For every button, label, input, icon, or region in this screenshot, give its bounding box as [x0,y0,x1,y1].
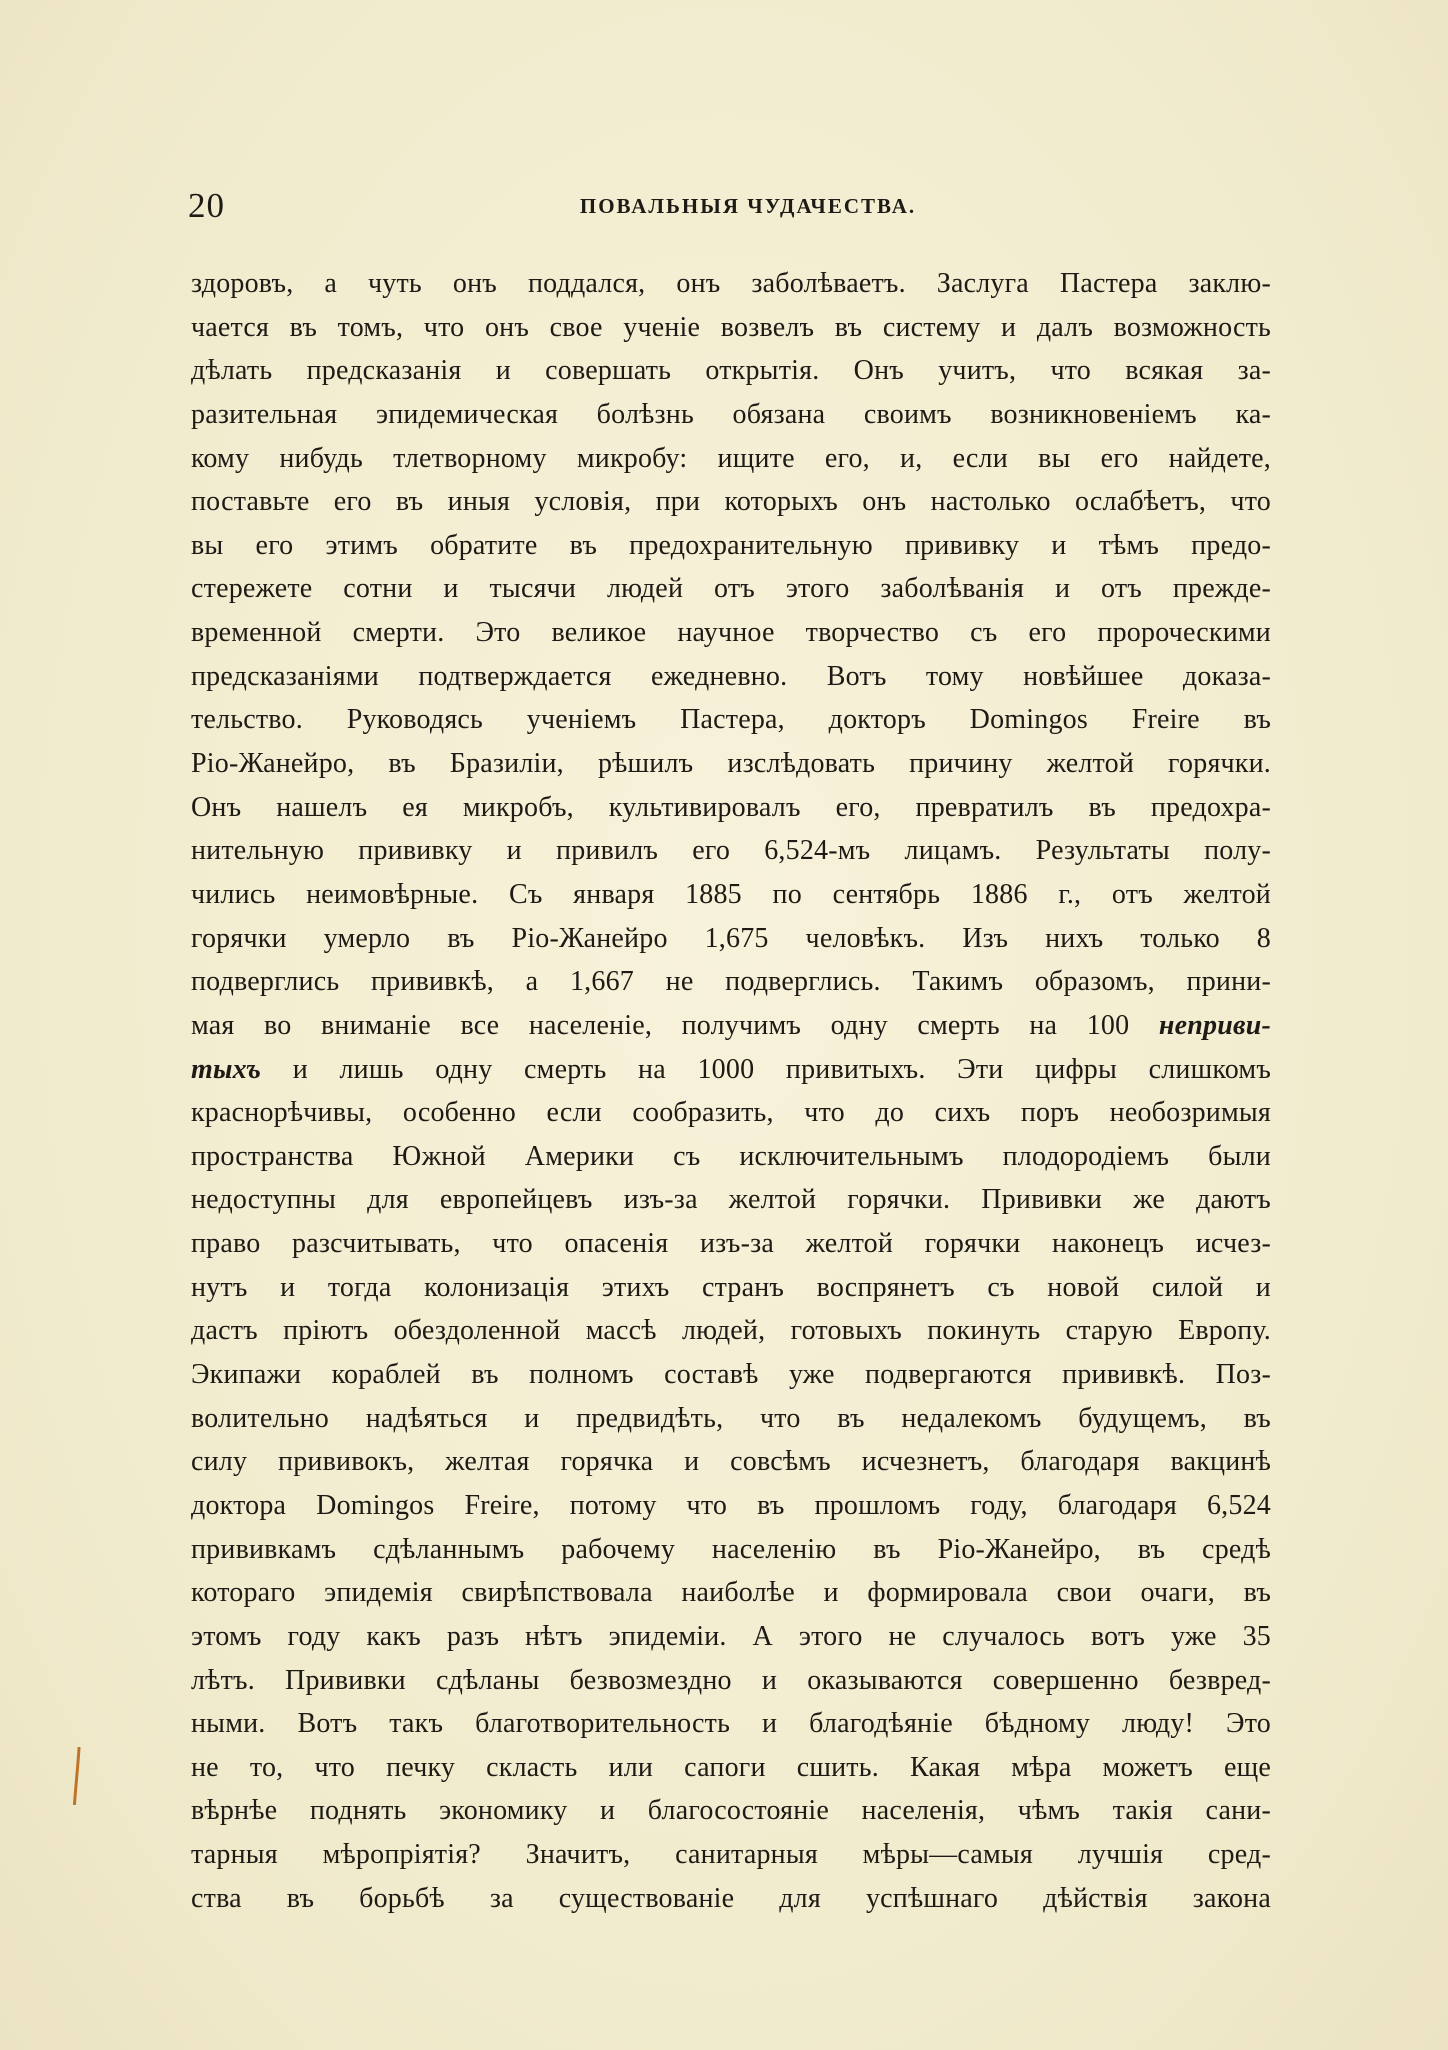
text-line: временной смерти. Это великое научное творчество съ его пророческими [191,617,1271,649]
text-line-with-italic [191,1004,1271,1048]
text-line: дастъ пріютъ обездоленной массѣ людей, готовыхъ покинуть старую Европу. [191,1315,1271,1347]
text-line: нительную прививку и привилъ его 6,524-мъ лицамъ. Результаты полу- [191,835,1271,867]
italic-word: неприви- [1158,1009,1272,1041]
text-segment: и лишь одну смерть на 1000 привитыхъ. Эти цифры слишкомъ [292,1053,1272,1085]
text-line: здоровъ, а чуть онъ поддался, онъ заболѣваетъ. Заслуга Пастера заклю- [191,268,1271,299]
text-line: поставьте его въ иныя условія, при которыхъ онъ настолько ослабѣетъ, что [191,486,1271,518]
text-line: вѣрнѣе поднять экономику и благосостояніе населенія, чѣмъ такія сани- [191,1795,1271,1827]
text-line: силу прививокъ, желтая горячка и совсѣмъ исчезнетъ, благодаря вакцинѣ [191,1446,1271,1478]
text-line: горячки умерло въ Ріо-Жанейро 1,675 человѣкъ. Изъ нихъ только 8 [191,922,1271,954]
text-line: разительная эпидемическая болѣзнь обязана своимъ возникновеніемъ ка- [191,398,1271,430]
text-line: кому нибудь тлетворному микробу: ищите его, и, если вы его найдете, [191,442,1271,474]
text-line: краснорѣчивы, особенно если сообразить, что до сихъ поръ необозримыя [191,1097,1271,1129]
text-line: лѣтъ. Прививки сдѣланы безвозмездно и оказываются совершенно безвред- [191,1664,1271,1696]
text-line: подверглись прививкѣ, а 1,667 не подверглись. Такимъ образомъ, прини- [191,966,1271,998]
text-line: тельство. Руководясь ученіемъ Пастера, докторъ Domingos Freire въ [191,704,1271,736]
running-title: ПОВАЛЬНЫЯ ЧУДАЧЕСТВА. [579,194,917,218]
italic-word: тыхъ [191,1053,262,1085]
text-line: ства въ борьбѣ за существованіе для успѣшнаго дѣйствія закона [191,1882,1271,1914]
text-line: тарныя мѣропріятія? Значитъ, санитарныя мѣры—самыя лучшія сред- [191,1839,1271,1871]
text-line: ными. Вотъ такъ благотворительность и благодѣяніе бѣдному люду! Это [191,1708,1271,1740]
text-line: Ріо-Жанейро, въ Бразиліи, рѣшилъ изслѣдовать причину желтой горячки. [191,748,1271,780]
margin-pencil-mark [73,1747,81,1805]
text-line: Онъ нашелъ ея микробъ, культивировалъ его, превратилъ въ предохра- [191,791,1271,823]
text-line: вы его этимъ обратите въ предохранительную прививку и тѣмъ предо- [191,529,1271,561]
text-line: чились неимовѣрные. Съ января 1885 по сентябрь 1886 г., отъ желтой [191,878,1271,910]
body-text [191,262,1271,1920]
text-line: не то, что печку скласть или сапоги сшить. Какая мѣра можетъ еще [191,1751,1271,1783]
text-line: пространства Южной Америки съ исключительнымъ плодородіемъ были [191,1140,1271,1172]
text-line: нутъ и тогда колонизація этихъ странъ воспрянетъ съ новой силой и [191,1271,1271,1303]
text-line: прививкамъ сдѣланнымъ рабочему населенію въ Ріо-Жанейро, въ средѣ [191,1533,1271,1565]
text-line: дѣлать предсказанія и совершать открытія. Онъ учитъ, что всякая за- [191,355,1271,387]
text-line-with-italic [191,1048,1271,1092]
text-line: стережете сотни и тысячи людей отъ этого заболѣванія и отъ прежде- [191,573,1271,605]
text-line: волительно надѣяться и предвидѣть, что въ недалекомъ будущемъ, въ [191,1402,1271,1434]
text-line: недоступны для европейцевъ изъ-за желтой горячки. Прививки же даютъ [191,1184,1271,1216]
text-line: право разсчитывать, что опасенія изъ-за желтой горячки наконецъ исчез- [191,1228,1271,1260]
text-line: этомъ году какъ разъ нѣтъ эпидеміи. А этого не случалось вотъ уже 35 [191,1620,1271,1652]
text-line: предсказаніями подтверждается ежедневно. Вотъ тому новѣйшее доказа- [191,660,1271,692]
text-line: Экипажи кораблей въ полномъ составѣ уже подвергаются прививкѣ. Поз- [191,1359,1271,1391]
page-number: 20 [188,186,225,225]
text-line: доктора Domingos Freire, потому что въ прошломъ году, благодаря 6,524 [191,1489,1271,1521]
page-header [188,186,1268,226]
text-line: котораго эпидемія свирѣпствовала наиболѣе и формировала свои очаги, въ [191,1577,1271,1609]
text-segment: мая во вниманіе все населеніе, получимъ одну смерть на 100 [191,1009,1130,1041]
text-line: чается въ томъ, что онъ свое ученіе возвелъ въ систему и далъ возможность [191,311,1271,343]
